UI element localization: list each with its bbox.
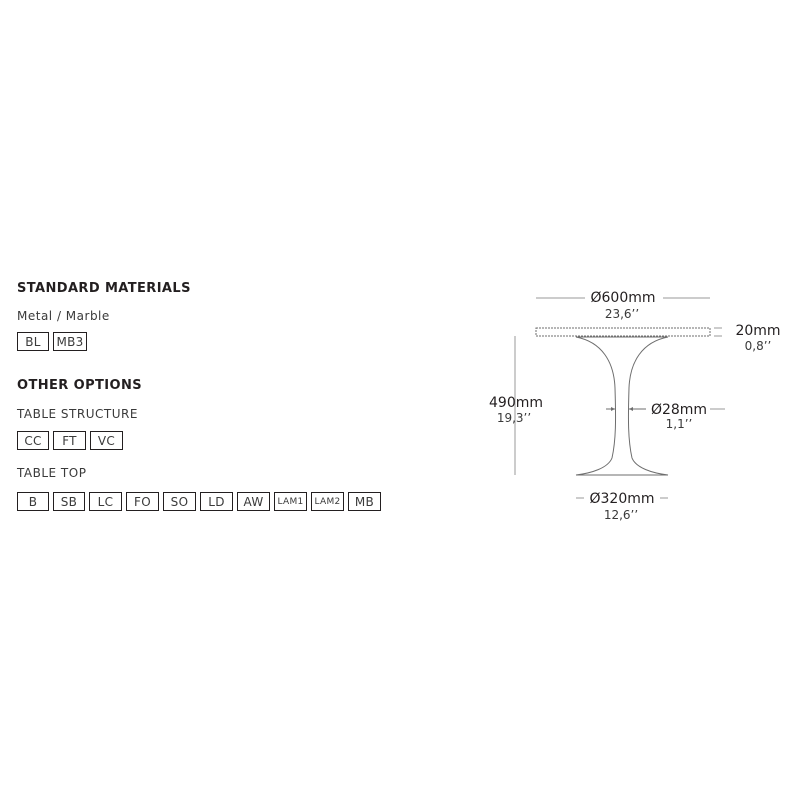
table-top-codes	[17, 492, 381, 511]
table-structure-codes	[17, 431, 123, 450]
standard-materials-codes	[17, 332, 87, 351]
top-diameter-mm: Ø600mm	[590, 290, 656, 306]
code-b: B	[17, 492, 49, 511]
base-diameter-mm: Ø320mm	[589, 491, 655, 507]
code-lam1: LAM1	[274, 492, 307, 511]
table-top-label: TABLE TOP	[17, 466, 87, 480]
other-options-heading: OTHER OPTIONS	[17, 378, 142, 393]
table-structure-label: TABLE STRUCTURE	[17, 407, 138, 421]
stem-arrowhead-left	[611, 407, 615, 411]
height-mm: 490mm	[489, 395, 543, 411]
code-cc: CC	[17, 431, 49, 450]
code-lc: LC	[89, 492, 122, 511]
stem-diameter-in: 1,1’’	[665, 417, 693, 431]
base-diameter-in: 12,6’’	[603, 508, 639, 522]
code-bl: BL	[17, 332, 49, 351]
code-aw: AW	[237, 492, 270, 511]
code-ft: FT	[53, 431, 86, 450]
height-in: 19,3’’	[496, 411, 532, 425]
table-top-slab	[536, 328, 710, 336]
stem-arrowhead-right	[629, 407, 633, 411]
standard-materials-heading: STANDARD MATERIALS	[17, 281, 191, 296]
code-lam2: LAM2	[311, 492, 344, 511]
top-thickness-mm: 20mm	[735, 323, 781, 339]
top-thickness-in: 0,8’’	[744, 339, 772, 353]
top-diameter-in: 23,6’’	[604, 307, 640, 321]
standard-materials-subheading: Metal / Marble	[17, 309, 110, 323]
code-sb: SB	[53, 492, 85, 511]
code-mb3: MB3	[53, 332, 87, 351]
code-ld: LD	[200, 492, 233, 511]
code-vc: VC	[90, 431, 123, 450]
table-dimension-drawing	[470, 270, 790, 530]
code-mb: MB	[348, 492, 381, 511]
stem-diameter-mm: Ø28mm	[650, 402, 708, 418]
code-fo: FO	[126, 492, 159, 511]
code-so: SO	[163, 492, 196, 511]
